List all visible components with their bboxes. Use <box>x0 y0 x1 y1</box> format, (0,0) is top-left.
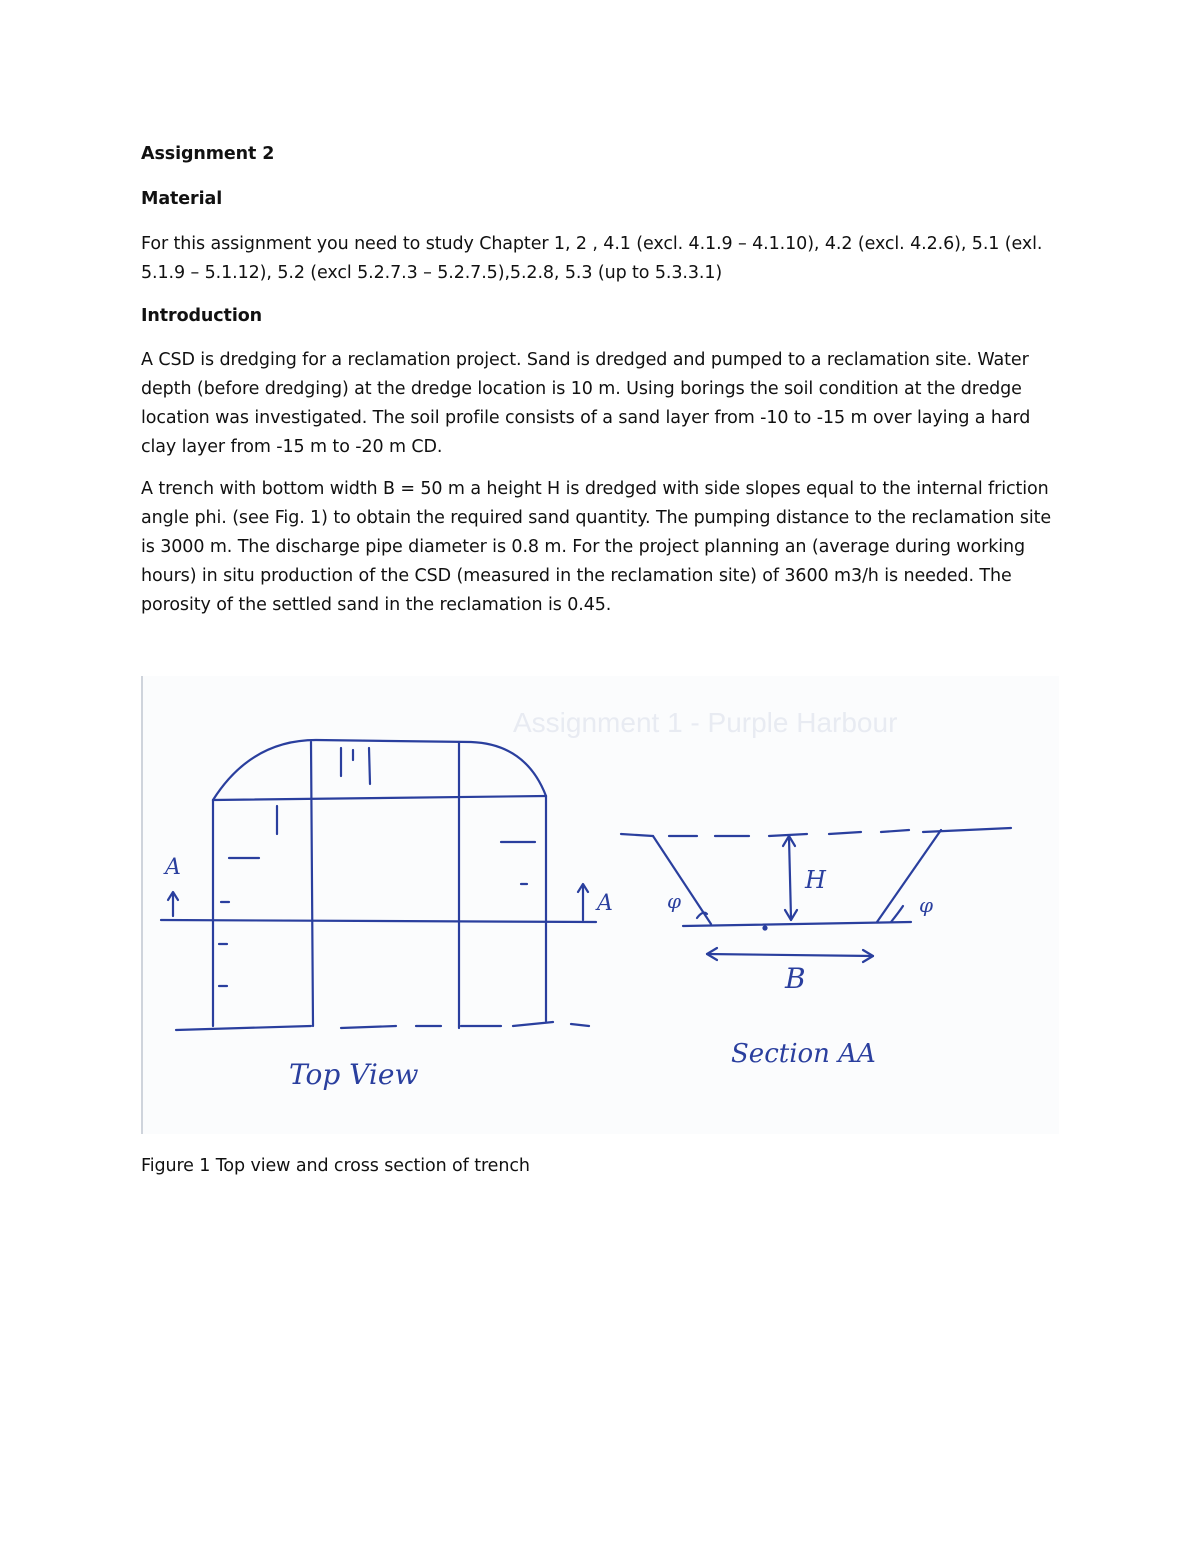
section-line <box>161 920 596 922</box>
tick <box>369 748 370 784</box>
paragraph-line: depth (before dredging) at the dredge location is 10 m. Using borings the soil condition at the dredge <box>141 379 1022 399</box>
paragraph-line: A CSD is dredging for a reclamation project. Sand is dredged and pumped to a reclamation site. Water <box>141 350 1029 370</box>
paragraph-line: clay layer from -15 m to -20 m CD. <box>141 437 443 457</box>
bottom-dashed-line <box>176 1022 589 1030</box>
inner-line-left <box>311 742 313 1026</box>
h-arrow-shaft <box>789 838 791 918</box>
material-line: For this assignment you need to study Chapter 1, 2 , 4.1 (excl. 4.1.9 – 4.1.10), 4.2 (excl. 4.2.6), 5.1 (exl. <box>141 234 1043 254</box>
label-a-left: A <box>165 855 181 880</box>
b-arrow-shaft <box>707 954 873 956</box>
top-view-drawing <box>161 740 596 1030</box>
intro-paragraph-1 <box>141 346 1071 462</box>
dot <box>764 927 767 930</box>
label-h: H <box>805 866 826 894</box>
assignment-title: Assignment 2 <box>141 144 275 164</box>
paragraph-line: porosity of the settled sand in the reclamation is 0.45. <box>141 595 612 615</box>
label-phi-right: φ <box>919 893 934 917</box>
label-top-view: Top View <box>289 1058 419 1091</box>
paragraph-line: location was investigated. The soil profile consists of a sand layer from -10 to -15 m over laying a hard <box>141 408 1031 428</box>
intro-paragraph-2 <box>141 475 1071 620</box>
outline-top <box>213 796 546 800</box>
material-heading: Material <box>141 189 223 209</box>
material-line: 5.1.9 – 5.1.12), 5.2 (excl 5.2.7.3 – 5.2.7.5),5.2.8, 5.3 (up to 5.3.3.1) <box>141 263 723 283</box>
angle-arc-right <box>891 906 903 922</box>
trench-bottom <box>683 922 911 926</box>
faint-background-text: Assignment 1 - Purple Harbour <box>513 707 898 738</box>
label-section: Section AA <box>731 1039 876 1069</box>
paragraph-line: A trench with bottom width B = 50 m a height H is dredged with side slopes equal to the internal friction <box>141 479 1049 499</box>
label-a-right: A <box>597 891 613 916</box>
left-slope <box>653 836 711 924</box>
label-b: B <box>785 962 806 995</box>
label-phi-left: φ <box>667 889 682 913</box>
figure-left-edge <box>141 676 143 1134</box>
figure-caption: Figure 1 Top view and cross section of trench <box>141 1156 530 1176</box>
water-line-dashed <box>621 828 1011 836</box>
trench-sketch <box>141 676 1059 1134</box>
paragraph-line: hours) in situ production of the CSD (measured in the reclamation site) of 3600 m3/h is needed. The <box>141 566 1012 586</box>
trench-figure <box>141 676 1059 1134</box>
material-paragraph <box>141 230 1071 288</box>
trench-end-arc <box>213 740 546 800</box>
paragraph-line: angle phi. (see Fig. 1) to obtain the required sand quantity. The pumping distance to the reclamation site <box>141 508 1052 528</box>
paragraph-line: is 3000 m. The discharge pipe diameter is 0.8 m. For the project planning an (average during working <box>141 537 1026 557</box>
introduction-heading: Introduction <box>141 306 262 326</box>
